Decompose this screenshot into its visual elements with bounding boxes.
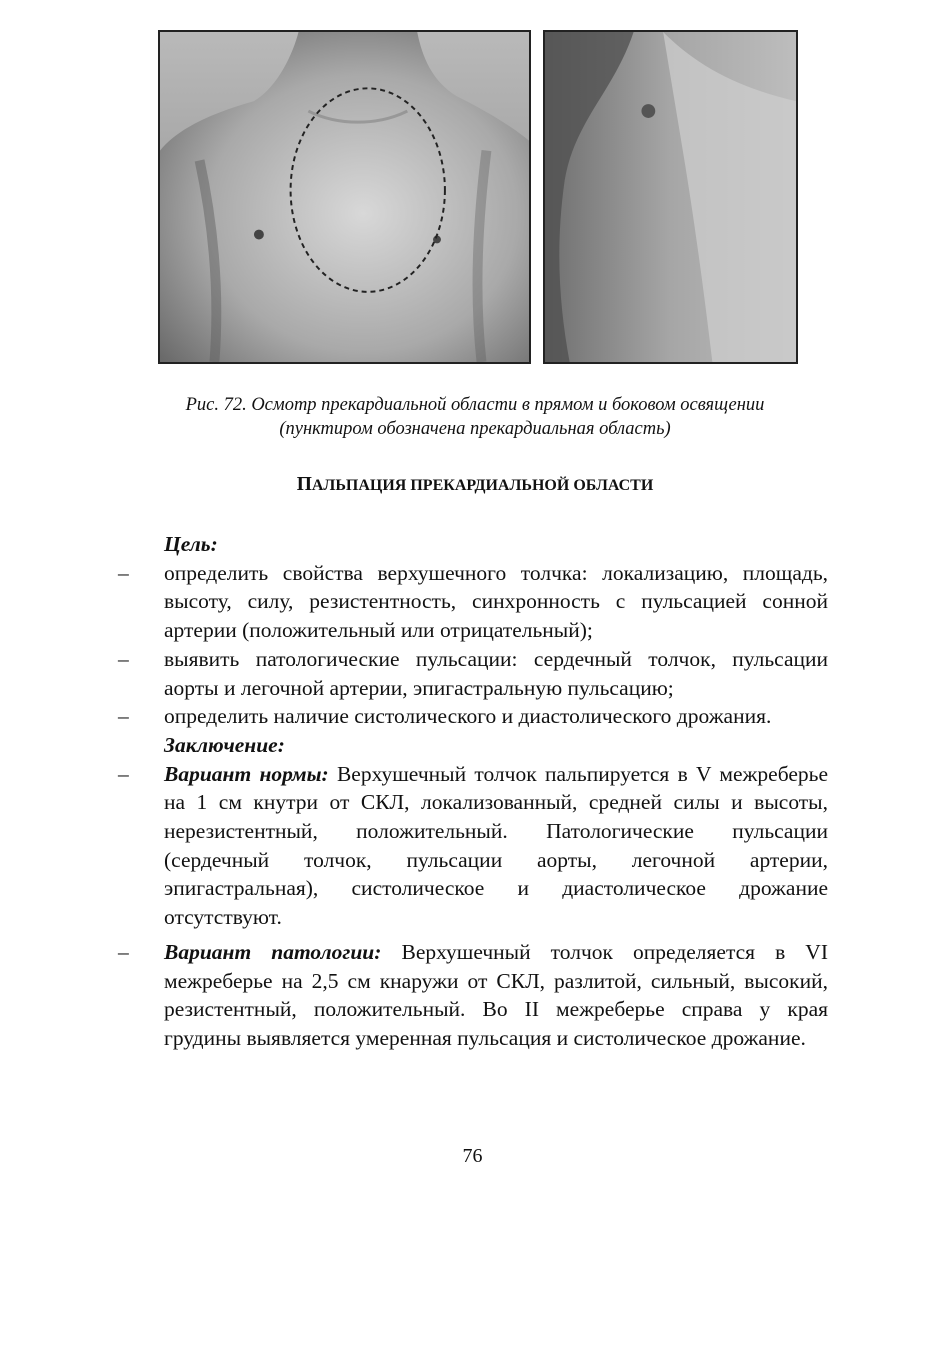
caption-line-2: (пунктиром обозначена прекардиальная область) [279,419,671,439]
left-nipple [254,230,264,240]
list-dash: – [118,761,129,786]
goal-label: Цель: [164,532,218,556]
nipple [641,104,655,118]
page-number: 76 [462,1145,483,1167]
conclusion-label: Заключение: [164,732,285,757]
pathology-variant-label: Вариант патологии: [164,939,382,964]
figure-72 [158,30,798,368]
norm-variant [118,760,828,932]
side-chest-image [545,32,796,362]
goal-item-1 [118,559,828,645]
section-title-initial: П [296,474,312,495]
front-chest-photo [158,30,531,364]
pathology-variant-text: Верхушечный толчок определяется в VI межреберье на 2,5 см кнаружи от СКЛ, разлитой, сильный, высокий, резистентный, положительный. Во II межреберье справа у края грудины выявляется умеренная пульсация и систолическое дрожание. [164,939,828,1050]
list-dash: – [118,704,129,729]
norm-variant-label: Вариант нормы: [164,761,329,786]
front-chest-image [160,32,529,362]
norm-variant-text: Верхушечный толчок пальпируется в V межреберье на 1 см кнутри от СКЛ, локализованный, средней силы и высоты, нерезистентный, положительный. Патологические пульсации (сердечный толчок, пульсации аорты, легочной артерии, эпигастральная), систолическое и диастолическое дрожание отсутствуют. [164,761,828,930]
goal-item-3-text: определить наличие систолического и диастолического дрожания. [164,704,772,729]
pathology-variant [118,938,828,1053]
body-text [118,530,828,1053]
list-dash: – [118,939,129,964]
side-chest-photo [543,30,798,364]
goal-item-1-text: определить свойства верхушечного толчка: локализацию, площадь, высоту, силу, резистентность, синхронность с пульсацией сонной артерии (положительный или отрицательный); [164,560,828,643]
figure-caption [110,393,840,441]
section-title [100,474,850,496]
goal-item-2 [118,645,828,702]
section-title-rest: АЛЬПАЦИЯ ПРЕКАРДИАЛЬНОЙ ОБЛАСТИ [311,477,654,494]
goal-item-3 [118,702,828,731]
goal-item-2-text: выявить патологические пульсации: сердечный толчок, пульсации аорты и легочной артерии, эпигастральную пульсацию; [164,646,828,700]
list-dash: – [118,646,129,671]
caption-line-1: Рис. 72. Осмотр прекардиальной области в прямом и боковом освящении [185,395,765,415]
list-dash: – [118,560,129,585]
